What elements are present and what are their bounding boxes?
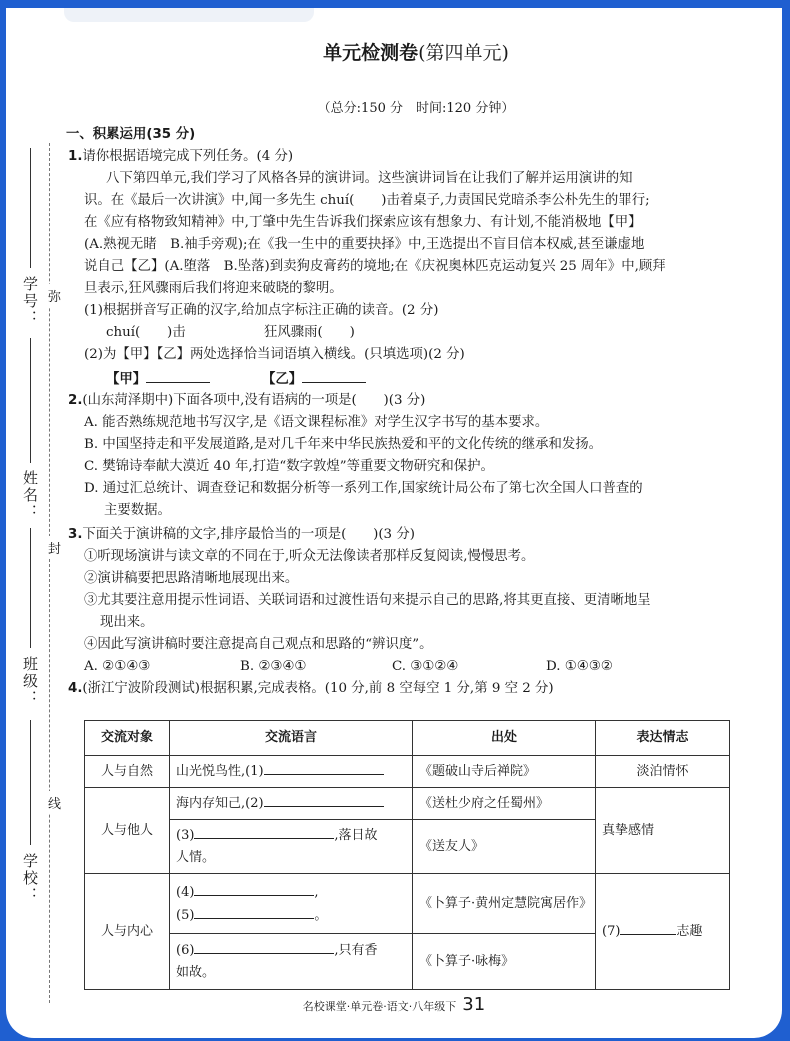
table-header: 表达情志 [596, 721, 730, 756]
answer-blank-7[interactable] [620, 920, 676, 935]
question-1-stem: 1.请你根据语境完成下列任务。(4 分) [68, 149, 294, 164]
table-cell: (6) ,只有香 如故。 [170, 934, 413, 990]
table-header: 出处 [413, 721, 596, 756]
question-2-stem: 2.(山东菏泽期中)下面各项中,没有语病的一项是( )(3 分) [68, 393, 426, 408]
table-header: 交流对象 [85, 721, 170, 756]
option-b[interactable]: B. ②③④① [240, 659, 307, 674]
passage-line: 识。在《最后一次讲演》中,闻一多先生 chuí( )击着桌子,力责国民党暗杀李公朴先生的罪行; [84, 193, 650, 208]
section-heading: 一、积累运用(35 分) [66, 127, 196, 142]
answer-blank-2[interactable] [264, 792, 384, 807]
sub-question: (2)为【甲】【乙】两处选择恰当词语填入横线。(只填选项)(2 分) [84, 347, 465, 362]
answer-blank-yi[interactable]: 【乙】 [262, 368, 366, 391]
question-3-stem: 3.下面关于演讲稿的文字,排序最恰当的一项是( )(3 分) [68, 527, 415, 542]
table-cell: 《题破山寺后禅院》 [413, 756, 596, 788]
option-b[interactable]: B. 中国坚持走和平发展道路,是对几千年来中华民族热爱和平的文化传统的继承和发扬。 [84, 437, 603, 452]
binding-margin [6, 8, 62, 1038]
class-label: 班级： [21, 656, 39, 707]
option-d[interactable]: D. 通过汇总统计、调查登记和数据分析等一系列工作,国家统计局公布了第七次全国人口普查的 [84, 481, 643, 496]
answer-blank-chui[interactable]: chuí( )击 [106, 325, 186, 340]
table-cell: 《卜算子·咏梅》 [413, 934, 596, 990]
name-line [30, 338, 31, 463]
passage-line: 八下第四单元,我们学习了风格各异的演讲词。这些演讲词旨在让我们了解并运用演讲的知 [106, 171, 633, 186]
table-cell: (4) , (5) 。 [170, 874, 413, 934]
table-cell: 人与自然 [85, 756, 170, 788]
answer-blank-6[interactable] [194, 939, 334, 954]
option-d-cont: 主要数据。 [104, 503, 171, 518]
table-cell: 山光悦鸟性,(1) [170, 756, 413, 788]
poetry-table [84, 720, 730, 990]
table-cell: 人与他人 [85, 788, 170, 874]
id-label: 学号： [21, 276, 39, 327]
table-cell: 淡泊情怀 [596, 756, 730, 788]
page-title: 单元检测卷(第四单元) [323, 42, 509, 64]
seal-char-feng: 封 [48, 536, 61, 559]
answer-blank-3[interactable] [194, 824, 334, 839]
option-a[interactable]: A. 能否熟练规范地书写汉字,是《语文课程标准》对学生汉字书写的基本要求。 [84, 415, 549, 430]
table-cell: 海内存知己,(2) [170, 788, 413, 820]
exam-page [6, 8, 782, 1038]
sentence-item-cont: 现出来。 [100, 615, 154, 630]
passage-line: (A.熟视无睹 B.袖手旁观);在《我一生中的重要抉择》中,王选提出不盲目信本权威,甚至谦虚地 [84, 237, 645, 252]
table-cell: (7) 志趣 [596, 874, 730, 990]
table-cell: 《卜算子·黄州定慧院寓居作》 [413, 874, 596, 934]
table-header: 交流语言 [170, 721, 413, 756]
school-label: 学校： [21, 853, 39, 904]
answer-blank-5[interactable] [194, 904, 314, 919]
question-4-stem: 4.(浙江宁波阶段测试)根据积累,完成表格。(10 分,前 8 空每空 1 分,第 9 空 2 分) [68, 681, 554, 696]
sentence-item: ③尤其要注意用提示性词语、关联词语和过渡性语句来提示自己的思路,将其更直接、更清晰地呈 [84, 593, 651, 608]
option-c[interactable]: C. 樊锦诗奉献大漠近 40 年,打造“数字敦煌”等重要文物研究和保护。 [84, 459, 494, 474]
header-tab [64, 8, 314, 22]
table-cell: 《送杜少府之任蜀州》 [413, 788, 596, 820]
table-cell: (3) ,落日故 人情。 [170, 820, 413, 874]
option-c[interactable]: C. ③①②④ [392, 659, 459, 674]
class-line [30, 528, 31, 648]
passage-line: 说自己【乙】(A.堕落 B.坠落)到卖狗皮膏药的境地;在《庆祝奥林匹克运动复兴 25 周年》中,顾拜 [84, 259, 666, 274]
answer-blank-zhou[interactable]: 狂风骤雨( ) [264, 325, 355, 340]
answer-blank-jia[interactable]: 【甲】 [106, 368, 210, 391]
page-footer [6, 994, 782, 1015]
seal-dashed-line [49, 143, 50, 1003]
page-subtitle: （总分:150 分 时间:120 分钟） [317, 101, 515, 116]
seal-char-mi: 弥 [48, 284, 61, 307]
sentence-item: ④因此写演讲稿时要注意提高自己观点和思路的“辨识度”。 [84, 637, 433, 652]
option-a[interactable]: A. ②①④③ [84, 659, 151, 674]
footer-text: 名校课堂·单元卷·语文·八年级下 [302, 1000, 457, 1013]
answer-blank-1[interactable] [264, 760, 384, 775]
passage-line: 在《应有格物致知精神》中,丁肇中先生告诉我们探索应该有想象力、有计划,不能消极地【甲】 [84, 215, 642, 230]
id-line [30, 148, 31, 268]
page-number: 31 [462, 994, 486, 1015]
sentence-item: ②演讲稿要把思路清晰地展现出来。 [84, 571, 299, 586]
answer-blank-4[interactable] [194, 881, 314, 896]
sentence-item: ①听现场演讲与读文章的不同在于,听众无法像读者那样反复阅读,慢慢思考。 [84, 549, 535, 564]
table-cell: 人与内心 [85, 874, 170, 990]
option-d[interactable]: D. ①④③② [546, 659, 613, 674]
sub-question: (1)根据拼音写正确的汉字,给加点字标注正确的读音。(2 分) [84, 303, 439, 318]
name-label: 姓名： [21, 470, 39, 521]
table-cell: 真挚感情 [596, 788, 730, 874]
passage-line: 旦表示,狂风骤雨后我们将迎来破晓的黎明。 [84, 281, 343, 296]
seal-char-xian: 线 [48, 791, 61, 814]
table-cell: 《送友人》 [413, 820, 596, 874]
school-line [30, 720, 31, 845]
